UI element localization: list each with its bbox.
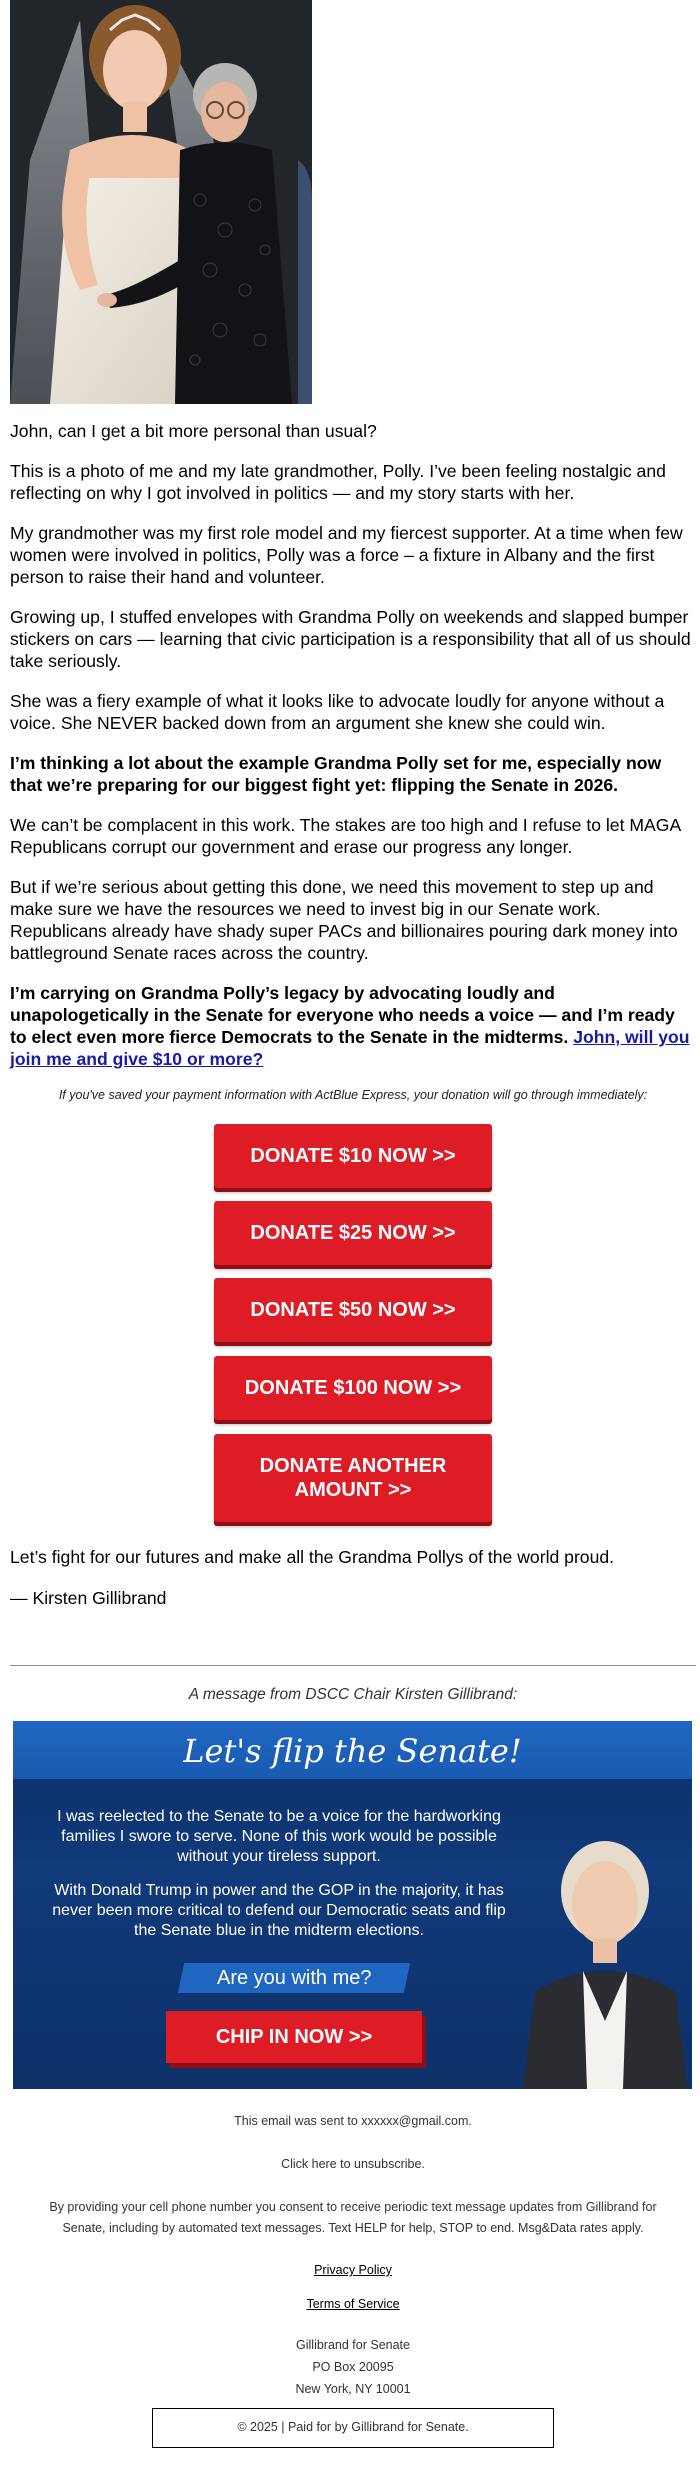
actblue-note: If you've saved your payment information with ActBlue Express, your donation will go through immediately: [58, 1088, 648, 1102]
donate-25-button[interactable] [214, 1201, 492, 1265]
grandmother-photo [10, 0, 312, 404]
address-line-2: PO Box 20095 [312, 2360, 394, 2374]
chip-in-banner[interactable] [13, 1721, 692, 2089]
donate-10-button[interactable] [214, 1124, 492, 1188]
greeting: John, can I get a bit more personal than usual? [10, 421, 377, 441]
signature: — Kirsten Gillibrand [10, 1588, 167, 1608]
donate-100-label: DONATE $100 NOW >> [244, 1377, 462, 1399]
paragraph-role-model: My grandmother was my first role model and my fiercest supporter. At a time when few women were involved in politics, Polly was a force – a fixture in Albany and the first person to raise their hand and volunteer. [10, 523, 683, 587]
paragraph-fiery-example: She was a fiery example of what it looks like to advocate loudly for anyone without a voice. She NEVER backed down from an argument she knew she could win. [10, 691, 665, 733]
sent-to-line: This email was sent to xxxxxx@gmail.com. [234, 2114, 472, 2128]
paragraph-final-ask [10, 982, 696, 1070]
terms-link-wrap [10, 2294, 696, 2314]
donate-other-button[interactable] [214, 1434, 492, 1522]
paragraph-growing-up: Growing up, I stuffed envelopes with Grandma Polly on weekends and slapped bumper stickers on cars — learning that civic participation is a responsibility that all of us should take seriously. [10, 607, 691, 671]
address-line-3: New York, NY 10001 [295, 2382, 411, 2396]
terms-of-service-link[interactable]: Terms of Service [306, 2297, 400, 2311]
donate-other-label: DONATE ANOTHER AMOUNT >> [259, 1455, 447, 1501]
unsubscribe-link[interactable] [10, 2154, 696, 2174]
email-body [10, 420, 696, 1088]
privacy-policy-link[interactable]: Privacy Policy [314, 2263, 392, 2277]
banner-text-trump: With Donald Trump in power and the GOP in the majority, it has never been more critical to defend our Democratic seats and flip the Senate blue in the midterm elections. [52, 1882, 506, 1939]
senator-portrait [513, 1821, 692, 2089]
banner-question-text: Are you with me? [216, 1967, 372, 1989]
sms-disclaimer: By providing your cell phone number you consent to receive periodic text message updates from Gillibrand for Senate, including by automated text messages. Text HELP for help, STOP to end. Msg&Data rates apply. [49, 2200, 657, 2235]
donate-link[interactable]: John, will you join me and give $10 or more? [10, 1027, 690, 1069]
paid-for-by-box: © 2025 | Paid for by Gillibrand for Senate. [152, 2408, 554, 2448]
donate-50-label: DONATE $50 NOW >> [250, 1299, 456, 1321]
mailing-address [10, 2334, 696, 2400]
banner-question [178, 1963, 410, 1993]
donate-25-label: DONATE $25 NOW >> [250, 1222, 456, 1244]
dscc-message-intro: A message from DSCC Chair Kirsten Gillibrand: [188, 1686, 518, 1703]
banner-text-reelected: I was reelected to the Senate to be a voice for the hardworking families I swore to serve. None of this work would be possible without your tireless support. [57, 1808, 501, 1865]
banner-title: Let's flip the Senate! [183, 1732, 522, 1770]
photo-illustration [10, 0, 312, 404]
privacy-policy-link-wrap [10, 2260, 696, 2280]
divider [10, 1665, 696, 1666]
address-line-1: Gillibrand for Senate [296, 2338, 410, 2352]
final-ask-bold: I’m carrying on Grandma Polly’s legacy by advocating loudly and unapologetically in the Senate for everyone who needs a voice — and I’m ready to elect even more fierce Democrats to the Senate in the midterms. [10, 983, 675, 1047]
paragraph-bold-example: I’m thinking a lot about the example Grandma Polly set for me, especially now that we’re preparing for our biggest fight yet: flipping the Senate in 2026. [10, 753, 662, 795]
unsubscribe-anchor[interactable]: Click here to unsubscribe. [281, 2157, 425, 2171]
donate-100-button[interactable] [214, 1356, 492, 1420]
donate-10-label: DONATE $10 NOW >> [250, 1145, 456, 1167]
donate-50-button[interactable] [214, 1278, 492, 1342]
paragraph-serious: But if we’re serious about getting this done, we need this movement to step up and make sure we have the resources we need to invest big in our Senate work. Republicans already have shady super PACs and billionaires pouring dark money into battleground Senate races across the country. [10, 877, 678, 963]
chip-in-button[interactable]: CHIP IN NOW >> [166, 2011, 422, 2063]
paragraph-complacent: We can’t be complacent in this work. The stakes are too high and I refuse to let MAGA Republicans corrupt our government and erase our progress any longer. [10, 815, 681, 857]
paragraph-photo: This is a photo of me and my late grandmother, Polly. I’ve been feeling nostalgic and reflecting on why I got involved in politics — and my story starts with her. [10, 461, 666, 503]
closing-line: Let’s fight for our futures and make all the Grandma Pollys of the world proud. [10, 1547, 615, 1567]
